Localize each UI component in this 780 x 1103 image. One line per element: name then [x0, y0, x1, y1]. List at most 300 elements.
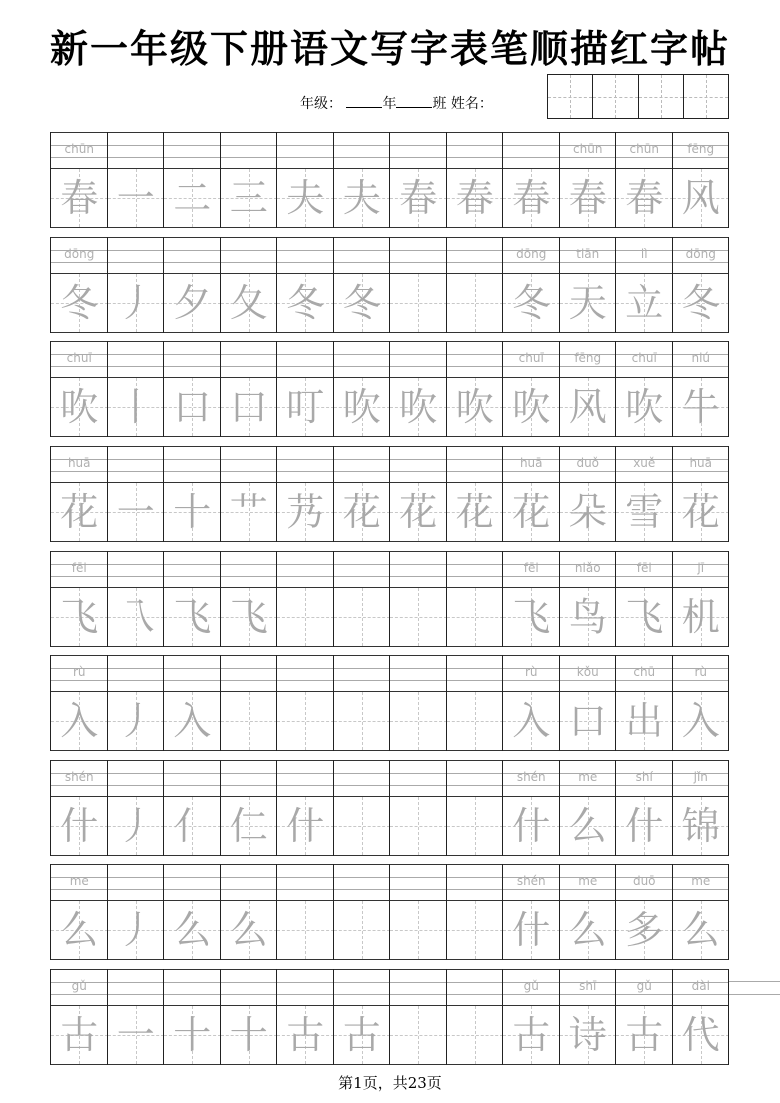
- trace-character: 锦: [681, 804, 720, 848]
- practice-cell[interactable]: [447, 655, 504, 751]
- trace-character: 入: [512, 699, 551, 743]
- grid-divider: [333, 551, 334, 647]
- tianzige-box: [390, 274, 447, 333]
- pinyin-text: chūn: [573, 142, 603, 156]
- practice-cell[interactable]: [334, 864, 391, 960]
- practice-cell[interactable]: [164, 551, 221, 647]
- practice-row: [51, 864, 729, 960]
- pinyin-lines: [277, 864, 334, 901]
- class-blank[interactable]: [396, 95, 432, 108]
- practice-cell[interactable]: [560, 760, 617, 856]
- practice-cell[interactable]: [390, 446, 447, 542]
- pinyin-text: chūn: [629, 142, 659, 156]
- trace-character: 么: [568, 908, 607, 952]
- pinyin-lines: [503, 655, 560, 692]
- pinyin-lines: [447, 446, 504, 483]
- pinyin-lines: [560, 551, 617, 588]
- pinyin-lines: [503, 551, 560, 588]
- tianzige-box: [108, 692, 165, 751]
- trace-character: 三: [229, 176, 268, 220]
- tianzige-box: [616, 797, 673, 856]
- practice-cell[interactable]: [51, 655, 108, 751]
- pinyin-lines: [51, 655, 108, 692]
- practice-cell[interactable]: [560, 446, 617, 542]
- pinyin-lines: [51, 341, 108, 378]
- tianzige-box: [673, 797, 730, 856]
- grid-divider: [276, 655, 277, 751]
- practice-cell[interactable]: [503, 341, 560, 437]
- practice-cell[interactable]: [503, 864, 560, 960]
- practice-cell[interactable]: [390, 132, 447, 228]
- pinyin-text: dōng: [685, 247, 716, 261]
- practice-cell[interactable]: [503, 446, 560, 542]
- tianzige-box: [108, 588, 165, 647]
- practice-cell[interactable]: [277, 655, 334, 751]
- practice-cell[interactable]: [277, 237, 334, 333]
- practice-cell[interactable]: [503, 551, 560, 647]
- grid-divider: [389, 655, 390, 751]
- trace-character: 冬: [286, 281, 325, 325]
- pinyin-lines: [560, 864, 617, 901]
- practice-cell[interactable]: [277, 760, 334, 856]
- pinyin-text: jǐn: [693, 770, 708, 784]
- practice-cell[interactable]: [164, 760, 221, 856]
- pinyin-lines: [447, 237, 504, 274]
- practice-cell[interactable]: [221, 132, 278, 228]
- practice-cell[interactable]: [51, 760, 108, 856]
- practice-cell[interactable]: [334, 760, 391, 856]
- pinyin-lines: [334, 760, 391, 797]
- name-cell[interactable]: [592, 75, 637, 118]
- trace-character: 仁: [229, 804, 268, 848]
- trace-character: 么: [229, 908, 268, 952]
- tianzige-box: [503, 169, 560, 228]
- pinyin-text: chuī: [631, 351, 657, 365]
- pinyin-lines: [108, 864, 165, 901]
- practice-cell[interactable]: [673, 655, 730, 751]
- tianzige-box: [390, 1006, 447, 1065]
- pinyin-lines: [616, 551, 673, 588]
- trace-character: 丿: [116, 804, 155, 848]
- practice-cell[interactable]: [447, 341, 504, 437]
- practice-cell[interactable]: [616, 655, 673, 751]
- practice-cell[interactable]: [560, 132, 617, 228]
- tianzige-box: [51, 797, 108, 856]
- practice-cell[interactable]: [616, 237, 673, 333]
- pinyin-text: shén: [516, 770, 546, 784]
- practice-cell[interactable]: [108, 969, 165, 1065]
- practice-cell[interactable]: [503, 237, 560, 333]
- pinyin-lines: [616, 760, 673, 797]
- practice-cell[interactable]: [277, 969, 334, 1065]
- practice-cell[interactable]: [616, 969, 673, 1065]
- pinyin-text: fēi: [636, 561, 652, 575]
- pinyin-lines: [51, 237, 108, 274]
- practice-cell[interactable]: [447, 969, 504, 1065]
- year-suffix: 年: [382, 96, 397, 112]
- pinyin-lines: [673, 132, 730, 169]
- tianzige-box: [334, 588, 391, 647]
- practice-cell[interactable]: [221, 341, 278, 437]
- tianzige-box: [447, 1006, 504, 1065]
- trace-character: 春: [568, 176, 607, 220]
- practice-cell[interactable]: [221, 760, 278, 856]
- trace-character: 冬: [60, 281, 99, 325]
- practice-cell[interactable]: [51, 132, 108, 228]
- tianzige-box: [334, 169, 391, 228]
- pinyin-lines: [164, 551, 221, 588]
- pinyin-lines: [616, 864, 673, 901]
- practice-cell[interactable]: [164, 237, 221, 333]
- tianzige-box: [164, 483, 221, 542]
- name-box[interactable]: [547, 74, 729, 119]
- page-title: 新一年级下册语文写字表笔顺描红字帖: [49, 26, 730, 71]
- pinyin-lines: [673, 551, 730, 588]
- tianzige-box: [673, 274, 730, 333]
- tianzige-box: [673, 901, 730, 960]
- grid-divider: [333, 655, 334, 751]
- tianzige-box: [616, 588, 673, 647]
- trace-character: 古: [512, 1013, 551, 1057]
- practice-cell[interactable]: [164, 655, 221, 751]
- practice-cell[interactable]: [503, 760, 560, 856]
- trace-character: 么: [60, 908, 99, 952]
- trace-character: 二: [173, 176, 212, 220]
- pinyin-lines: [390, 341, 447, 378]
- practice-cell[interactable]: [164, 446, 221, 542]
- practice-cell[interactable]: [108, 760, 165, 856]
- practice-cell[interactable]: [108, 446, 165, 542]
- practice-cell[interactable]: [164, 969, 221, 1065]
- practice-cell[interactable]: [108, 341, 165, 437]
- trace-character: 春: [625, 176, 664, 220]
- grid-divider: [333, 864, 334, 960]
- practice-cell[interactable]: [277, 341, 334, 437]
- tianzige-box: [164, 274, 221, 333]
- practice-cell[interactable]: [277, 864, 334, 960]
- pinyin-text: chuī: [66, 351, 92, 365]
- tianzige-box: [164, 588, 221, 647]
- tianzige-box: [51, 692, 108, 751]
- practice-cell[interactable]: [503, 132, 560, 228]
- trace-character: 风: [568, 385, 607, 429]
- practice-cell[interactable]: [560, 237, 617, 333]
- name-label: 姓名：: [450, 96, 493, 112]
- trace-character: 么: [173, 908, 212, 952]
- pinyin-text: rù: [524, 665, 538, 679]
- pinyin-lines: [560, 760, 617, 797]
- trace-character: 入: [681, 699, 720, 743]
- grade-blank[interactable]: [346, 95, 382, 108]
- line-extension: [729, 981, 780, 982]
- practice-cell[interactable]: [673, 237, 730, 333]
- tianzige-box: [51, 483, 108, 542]
- pinyin-lines: [221, 969, 278, 1006]
- pinyin-lines: [560, 655, 617, 692]
- grid-divider: [446, 237, 447, 333]
- practice-cell[interactable]: [51, 969, 108, 1065]
- practice-cell[interactable]: [673, 864, 730, 960]
- practice-cell[interactable]: [221, 551, 278, 647]
- practice-cell[interactable]: [390, 760, 447, 856]
- practice-cell[interactable]: [560, 864, 617, 960]
- trace-character: 古: [342, 1013, 381, 1057]
- tianzige-box: [673, 1006, 730, 1065]
- practice-cell[interactable]: [334, 655, 391, 751]
- tianzige-box: [560, 483, 617, 542]
- trace-character: 十: [229, 1013, 268, 1057]
- pinyin-lines: [51, 760, 108, 797]
- practice-cell[interactable]: [673, 446, 730, 542]
- practice-cell[interactable]: [51, 341, 108, 437]
- practice-row: [51, 341, 729, 437]
- practice-cell[interactable]: [108, 655, 165, 751]
- pinyin-text: duō: [632, 874, 656, 888]
- practice-cell[interactable]: [51, 551, 108, 647]
- trace-character: 飞: [60, 595, 99, 639]
- practice-cell[interactable]: [108, 551, 165, 647]
- pinyin-lines: [673, 655, 730, 692]
- tianzige-box: [51, 1006, 108, 1065]
- trace-character: 花: [455, 490, 494, 534]
- pinyin-text: shī: [579, 979, 597, 993]
- practice-cell[interactable]: [334, 132, 391, 228]
- tianzige-box: [334, 274, 391, 333]
- name-cell[interactable]: [548, 75, 592, 118]
- practice-cell[interactable]: [673, 132, 730, 228]
- name-cell[interactable]: [638, 75, 683, 118]
- tianzige-box: [334, 901, 391, 960]
- pinyin-lines: [108, 760, 165, 797]
- trace-character: 花: [342, 490, 381, 534]
- pinyin-text: gǔ: [636, 979, 652, 993]
- practice-cell[interactable]: [51, 237, 108, 333]
- practice-cell[interactable]: [164, 864, 221, 960]
- tianzige-box: [616, 1006, 673, 1065]
- practice-cell[interactable]: [390, 551, 447, 647]
- practice-cell[interactable]: [447, 551, 504, 647]
- trace-character: 古: [625, 1013, 664, 1057]
- practice-cell[interactable]: [221, 864, 278, 960]
- trace-character: 乁: [116, 595, 155, 639]
- grade-label: 年级：: [300, 96, 342, 112]
- tianzige-box: [108, 901, 165, 960]
- pinyin-lines: [277, 132, 334, 169]
- practice-cell[interactable]: [616, 760, 673, 856]
- practice-cell[interactable]: [447, 237, 504, 333]
- practice-cell[interactable]: [277, 446, 334, 542]
- tianzige-box: [277, 274, 334, 333]
- practice-cell[interactable]: [221, 446, 278, 542]
- trace-character: 代: [681, 1013, 720, 1057]
- tianzige-box: [616, 274, 673, 333]
- tianzige-box: [108, 169, 165, 228]
- practice-cell[interactable]: [221, 237, 278, 333]
- pinyin-text: gǔ: [71, 979, 87, 993]
- pinyin-text: fēng: [574, 351, 602, 365]
- practice-cell[interactable]: [560, 655, 617, 751]
- practice-cell[interactable]: [390, 655, 447, 751]
- trace-character: 吹: [399, 385, 438, 429]
- pinyin-lines: [277, 760, 334, 797]
- pinyin-text: kǒu: [576, 665, 599, 679]
- practice-cell[interactable]: [108, 237, 165, 333]
- pinyin-lines: [673, 237, 730, 274]
- pinyin-lines: [334, 864, 391, 901]
- practice-cell[interactable]: [673, 760, 730, 856]
- practice-cell[interactable]: [560, 551, 617, 647]
- tianzige-box: [447, 588, 504, 647]
- pinyin-lines: [390, 237, 447, 274]
- tianzige-box: [390, 169, 447, 228]
- tianzige-box: [51, 169, 108, 228]
- tianzige-box: [51, 588, 108, 647]
- trace-character: 机: [681, 595, 720, 639]
- name-cell[interactable]: [683, 75, 728, 118]
- pinyin-text: gǔ: [523, 979, 539, 993]
- tianzige-box: [560, 692, 617, 751]
- trace-character: 飞: [512, 595, 551, 639]
- practice-cell[interactable]: [51, 864, 108, 960]
- tianzige-box: [221, 901, 278, 960]
- tianzige-box: [390, 901, 447, 960]
- practice-cell[interactable]: [616, 132, 673, 228]
- pinyin-lines: [51, 132, 108, 169]
- pinyin-lines: [334, 446, 391, 483]
- practice-cell[interactable]: [447, 864, 504, 960]
- pinyin-lines: [447, 760, 504, 797]
- pinyin-lines: [277, 969, 334, 1006]
- tianzige-box: [447, 378, 504, 437]
- practice-cell[interactable]: [673, 551, 730, 647]
- pinyin-lines: [616, 237, 673, 274]
- trace-character: 艹: [229, 490, 268, 534]
- tianzige-box: [277, 692, 334, 751]
- pinyin-lines: [616, 341, 673, 378]
- practice-cell[interactable]: [108, 132, 165, 228]
- trace-character: 丿: [116, 908, 155, 952]
- practice-cell[interactable]: [673, 969, 730, 1065]
- trace-character: 夫: [342, 176, 381, 220]
- practice-cell[interactable]: [277, 551, 334, 647]
- practice-cell[interactable]: [616, 551, 673, 647]
- pinyin-text: dōng: [64, 247, 95, 261]
- line-extension: [729, 994, 780, 995]
- pinyin-lines: [108, 237, 165, 274]
- pinyin-lines: [334, 132, 391, 169]
- grid-divider: [446, 969, 447, 1065]
- trace-character: 么: [568, 804, 607, 848]
- practice-cell[interactable]: [221, 655, 278, 751]
- tianzige-box: [108, 1006, 165, 1065]
- trace-character: 雪: [625, 490, 664, 534]
- trace-character: 一: [116, 1013, 155, 1057]
- pinyin-lines: [108, 446, 165, 483]
- practice-cell[interactable]: [447, 760, 504, 856]
- practice-cell[interactable]: [503, 969, 560, 1065]
- pinyin-lines: [164, 446, 221, 483]
- practice-cell[interactable]: [334, 969, 391, 1065]
- tianzige-box: [51, 901, 108, 960]
- practice-cell[interactable]: [560, 969, 617, 1065]
- tianzige-box: [277, 378, 334, 437]
- tianzige-box: [51, 378, 108, 437]
- trace-character: 飞: [173, 595, 212, 639]
- pinyin-lines: [108, 132, 165, 169]
- tianzige-box: [390, 378, 447, 437]
- grid-divider: [446, 655, 447, 751]
- tianzige-box: [277, 169, 334, 228]
- tianzige-box: [164, 692, 221, 751]
- trace-character: 冬: [342, 281, 381, 325]
- practice-cell[interactable]: [334, 341, 391, 437]
- trace-character: 春: [512, 176, 551, 220]
- practice-cell[interactable]: [616, 341, 673, 437]
- pinyin-text: niú: [691, 351, 711, 365]
- practice-cell[interactable]: [390, 864, 447, 960]
- practice-cell[interactable]: [164, 132, 221, 228]
- tianzige-box: [616, 378, 673, 437]
- practice-cell[interactable]: [164, 341, 221, 437]
- tianzige-box: [277, 901, 334, 960]
- pinyin-lines: [164, 655, 221, 692]
- trace-character: 朵: [568, 490, 607, 534]
- trace-character: 亻: [173, 804, 212, 848]
- pinyin-lines: [334, 551, 391, 588]
- pinyin-lines: [616, 446, 673, 483]
- tianzige-box: [221, 378, 278, 437]
- practice-cell[interactable]: [390, 341, 447, 437]
- practice-cell[interactable]: [560, 341, 617, 437]
- grid-divider: [446, 864, 447, 960]
- trace-character: 艿: [286, 490, 325, 534]
- practice-cell[interactable]: [221, 969, 278, 1065]
- practice-cell[interactable]: [616, 446, 673, 542]
- tianzige-box: [108, 274, 165, 333]
- practice-cell[interactable]: [334, 446, 391, 542]
- pinyin-lines: [164, 969, 221, 1006]
- tianzige-box: [164, 901, 221, 960]
- pinyin-lines: [616, 655, 673, 692]
- grid-divider: [389, 760, 390, 856]
- grid-divider: [446, 551, 447, 647]
- practice-cell[interactable]: [51, 446, 108, 542]
- tianzige-box: [503, 274, 560, 333]
- tianzige-box: [390, 483, 447, 542]
- pinyin-lines: [560, 237, 617, 274]
- trace-character: 一: [116, 490, 155, 534]
- practice-cell[interactable]: [447, 132, 504, 228]
- trace-character: 飞: [229, 595, 268, 639]
- practice-cell[interactable]: [616, 864, 673, 960]
- pinyin-lines: [560, 341, 617, 378]
- practice-cell[interactable]: [334, 237, 391, 333]
- pinyin-lines: [277, 446, 334, 483]
- practice-cell[interactable]: [390, 969, 447, 1065]
- practice-cell[interactable]: [390, 237, 447, 333]
- pinyin-text: niǎo: [574, 561, 601, 575]
- practice-cell[interactable]: [503, 655, 560, 751]
- practice-row: [51, 655, 729, 751]
- practice-cell[interactable]: [277, 132, 334, 228]
- practice-cell[interactable]: [447, 446, 504, 542]
- tianzige-box: [447, 901, 504, 960]
- practice-cell[interactable]: [334, 551, 391, 647]
- pinyin-lines: [390, 655, 447, 692]
- pinyin-text: tiān: [576, 247, 600, 261]
- practice-cell[interactable]: [108, 864, 165, 960]
- practice-cell[interactable]: [673, 341, 730, 437]
